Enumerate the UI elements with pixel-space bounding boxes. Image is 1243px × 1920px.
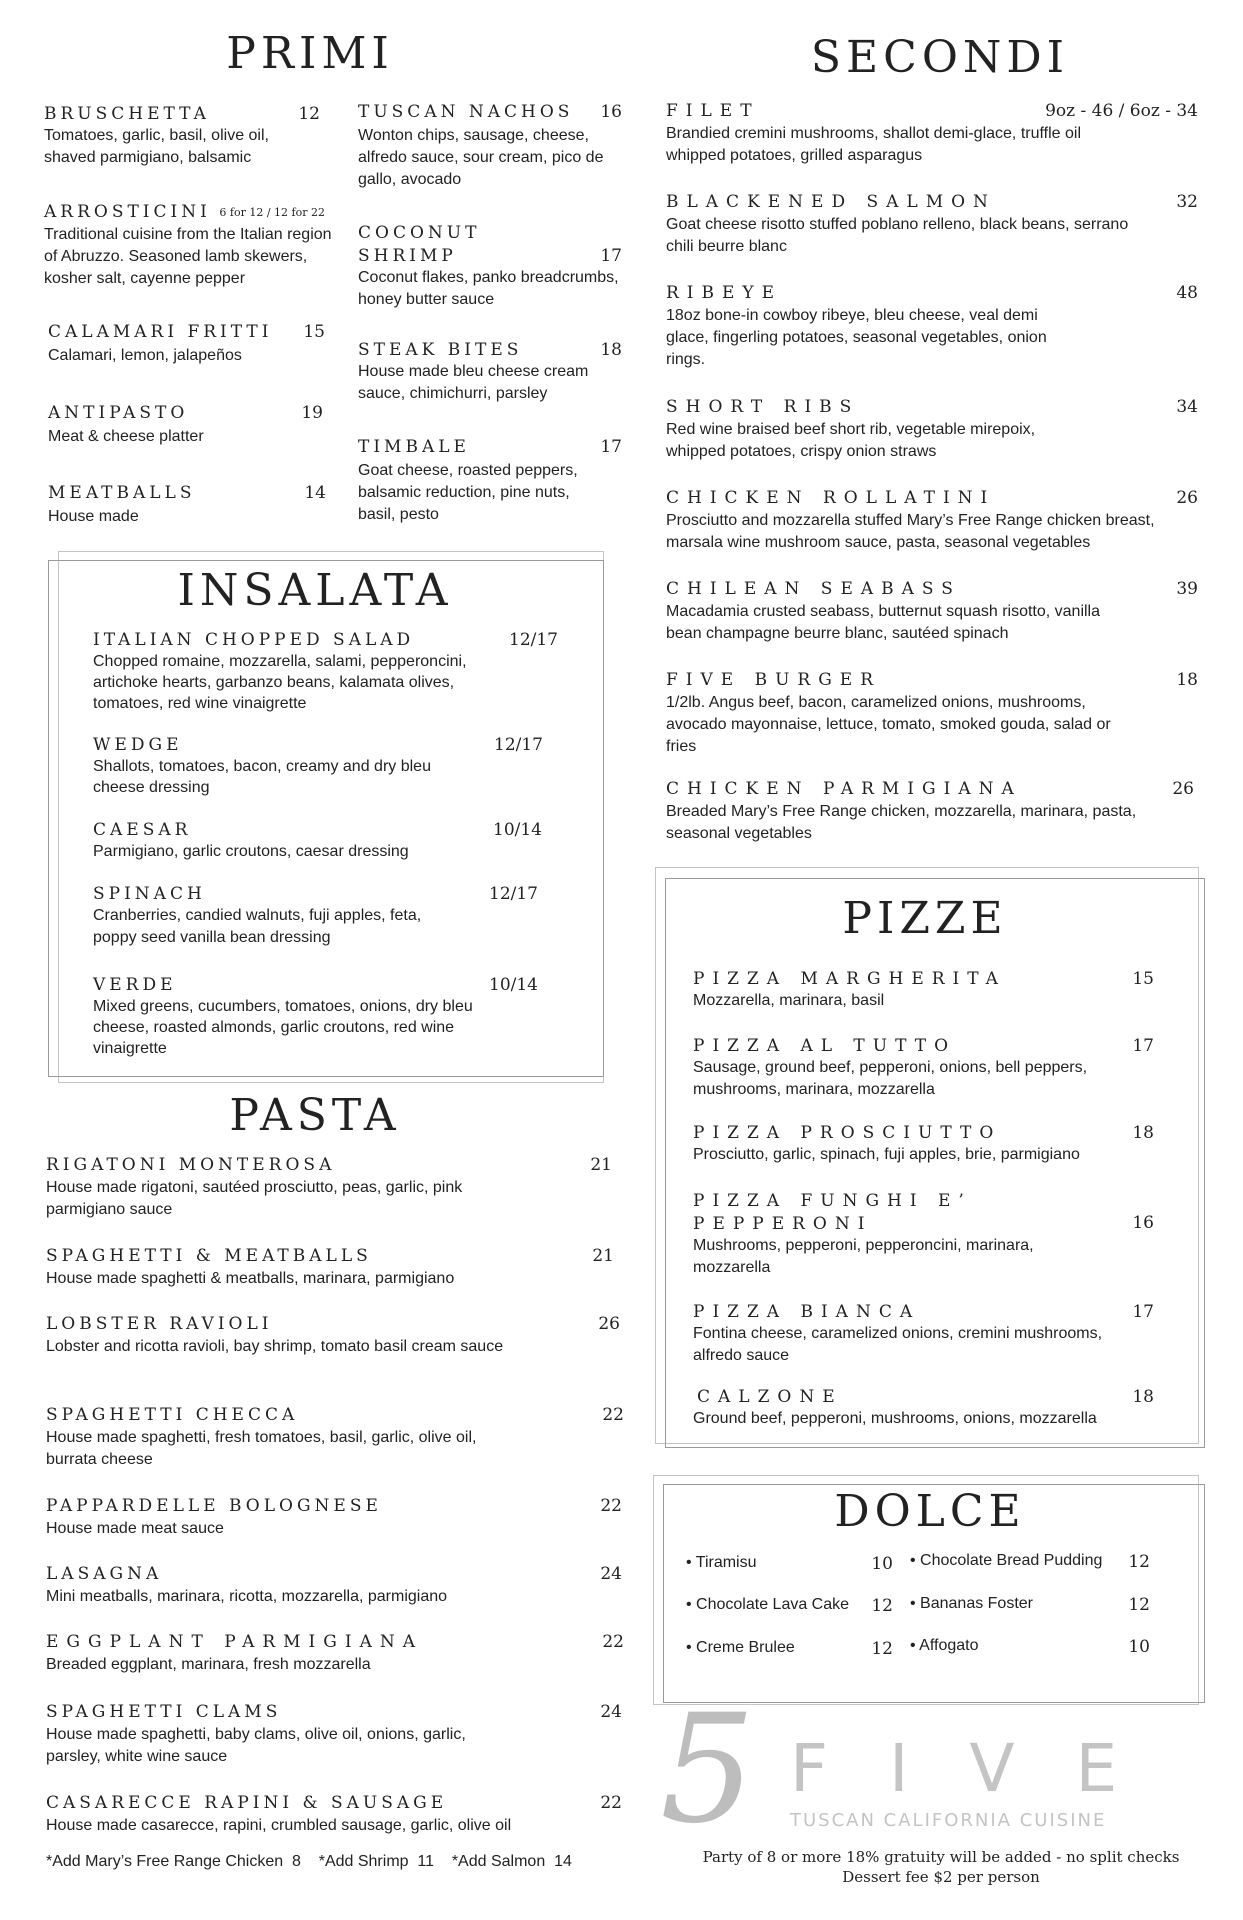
menu-item-price: 15 xyxy=(1132,969,1154,989)
brand-tagline: TUSCAN CALIFORNIA CUISINE xyxy=(790,1810,1107,1831)
menu-item-desc: Cranberries, candied walnuts, fuji apples, feta, poppy seed vanilla bean dressing xyxy=(93,907,422,946)
menu-item-name: CHICKEN PARMIGIANA xyxy=(666,779,1022,799)
menu-item-price: 19 xyxy=(301,403,323,423)
menu-item-price: 18 xyxy=(1132,1123,1154,1143)
menu-item-desc: Wonton chips, sausage, cheese, alfredo sauce, sour cream, pico de gallo, avocado xyxy=(358,127,604,188)
menu-item-desc: Mini meatballs, marinara, ricotta, mozzarella, parmigiano xyxy=(46,1588,448,1605)
menu-item-price: 26 xyxy=(1172,779,1194,799)
pasta-addons: *Add Mary’s Free Range Chicken 8 *Add Shrimp 11 *Add Salmon 14 xyxy=(46,1853,572,1870)
menu-item-price: 48 xyxy=(1176,283,1198,303)
menu-item-desc: House made spaghetti, baby clams, olive oil, onions, garlic, parsley, white wine sauce xyxy=(46,1726,466,1765)
menu-item-price: 34 xyxy=(1176,397,1198,417)
menu-item-price: 10/14 xyxy=(493,820,542,840)
menu-item-desc: Calamari, lemon, jalapeños xyxy=(48,347,242,364)
menu-item-desc: Goat cheese, roasted peppers, balsamic reduction, pine nuts, basil, pesto xyxy=(358,462,578,523)
menu-item-desc: Prosciutto, garlic, spinach, fuji apples, brie, parmigiano xyxy=(693,1146,1080,1163)
brand-numeral-logo: 5 xyxy=(660,1683,756,1857)
menu-item-price: 24 xyxy=(600,1564,622,1584)
menu-item-name: VERDE xyxy=(93,975,177,995)
menu-item-desc: House made bleu cheese cream sauce, chimichurri, parsley xyxy=(358,363,589,402)
menu-item-name: ANTIPASTO xyxy=(48,403,189,423)
dessert-price: 12 xyxy=(871,1596,893,1616)
dessert-item: • Creme Brulee xyxy=(686,1639,795,1656)
menu-item-price: 22 xyxy=(600,1793,622,1813)
menu-item-name: SPAGHETTI & MEATBALLS xyxy=(46,1246,372,1266)
dessert-item: • Tiramisu xyxy=(686,1554,757,1571)
menu-item-name: COCONUT SHRIMP xyxy=(358,223,481,266)
menu-item-price: 26 xyxy=(598,1314,620,1334)
menu-item-desc: House made meat sauce xyxy=(46,1520,224,1537)
menu-item-price: 17 xyxy=(1132,1302,1154,1322)
menu-item-price: 16 xyxy=(1132,1213,1154,1233)
menu-item-price: 22 xyxy=(602,1405,624,1425)
pasta-heading: PASTA xyxy=(229,1090,401,1141)
dessert-price: 12 xyxy=(871,1639,893,1659)
menu-item-name: FILET xyxy=(666,101,760,121)
menu-item-price: 15 xyxy=(303,322,325,342)
menu-item-name: PIZZA BIANCA xyxy=(693,1302,921,1322)
menu-item-name: CAESAR xyxy=(93,820,192,840)
menu-item-name: MEATBALLS xyxy=(48,483,196,503)
menu-item-name: FIVE BURGER xyxy=(666,670,882,690)
menu-item-desc: Mushrooms, pepperoni, pepperoncini, marinara, mozzarella xyxy=(693,1237,1034,1276)
menu-item-name: PIZZA FUNGHI E’ PEPPERONI xyxy=(693,1191,972,1234)
menu-item-name: WEDGE xyxy=(93,735,183,755)
menu-item-price: 9oz - 46 / 6oz - 34 xyxy=(1045,101,1198,121)
menu-item-price: 17 xyxy=(600,246,622,266)
menu-item-name: CALZONE xyxy=(697,1387,843,1407)
dessert-price: 12 xyxy=(1128,1552,1150,1572)
menu-item-desc: House made spaghetti & meatballs, marinara, parmigiano xyxy=(46,1270,455,1287)
menu-item-name: ITALIAN CHOPPED SALAD xyxy=(93,630,415,650)
menu-item-price: 17 xyxy=(600,437,622,457)
menu-item-name: SPAGHETTI CHECCA xyxy=(46,1405,299,1425)
menu-item-desc: 18oz bone-in cowboy ribeye, bleu cheese, veal demi glace, fingerling potatoes, seasonal vegetables, onion rings. xyxy=(666,307,1047,368)
menu-item-name: EGGPLANT PARMIGIANA xyxy=(46,1632,423,1652)
dessert-item: • Affogato xyxy=(910,1637,979,1654)
menu-item-name: PIZZA AL TUTTO xyxy=(693,1036,957,1056)
dessert-price: 10 xyxy=(1128,1637,1150,1657)
menu-item-price: 24 xyxy=(600,1702,622,1722)
menu-item-name: PAPPARDELLE BOLOGNESE xyxy=(46,1496,382,1516)
dessert-item: • Chocolate Lava Cake xyxy=(686,1596,850,1613)
menu-item-desc: Mozzarella, marinara, basil xyxy=(693,992,885,1009)
menu-item-name: SPAGHETTI CLAMS xyxy=(46,1702,282,1722)
menu-item-price: 39 xyxy=(1176,579,1198,599)
insalata-heading: INSALATA xyxy=(177,565,453,616)
menu-item-price: 22 xyxy=(602,1632,624,1652)
menu-item-name: BLACKENED SALMON xyxy=(666,192,996,212)
menu-item-name: BRUSCHETTA xyxy=(44,104,210,124)
menu-item-price: 18 xyxy=(1176,670,1198,690)
menu-item-name: STEAK BITES xyxy=(358,340,523,360)
menu-item-desc: House made rigatoni, sautéed prosciutto, peas, garlic, pink parmigiano sauce xyxy=(46,1179,463,1218)
menu-item-name: PIZZA MARGHERITA xyxy=(693,969,1006,989)
dessert-item: • Chocolate Bread Pudding xyxy=(910,1552,1103,1569)
gratuity-note: Party of 8 or more 18% gratuity will be added - no split checks xyxy=(702,1848,1180,1866)
menu-item-price: 22 xyxy=(600,1496,622,1516)
menu-item-desc: Parmigiano, garlic croutons, caesar dressing xyxy=(93,843,409,860)
menu-item-name: PIZZA PROSCIUTTO xyxy=(693,1123,1002,1143)
menu-item-name: LASAGNA xyxy=(46,1564,163,1584)
menu-item-name: CHILEAN SEABASS xyxy=(666,579,961,599)
menu-item-price: 12/17 xyxy=(494,735,543,755)
primi-heading: PRIMI xyxy=(226,28,394,79)
menu-item-price: 26 xyxy=(1176,488,1198,508)
menu-item-name: TUSCAN NACHOS xyxy=(358,102,574,122)
menu-item-name: RIGATONI MONTEROSA xyxy=(46,1155,336,1175)
menu-item-desc: Macadamia crusted seabass, butternut squash risotto, vanilla bean champagne beurre blanc, sautéed spinach xyxy=(666,603,1101,642)
dessert-item: • Bananas Foster xyxy=(910,1595,1033,1612)
dessert-price: 12 xyxy=(1128,1595,1150,1615)
menu-item-desc: Ground beef, pepperoni, mushrooms, onions, mozzarella xyxy=(693,1410,1097,1427)
menu-item-price: 12 xyxy=(298,104,320,124)
menu-item-desc: Breaded eggplant, marinara, fresh mozzarella xyxy=(46,1656,371,1673)
menu-item-desc: Tomatoes, garlic, basil, olive oil, shaved parmigiano, balsamic xyxy=(44,127,269,166)
menu-item-desc: Coconut flakes, panko breadcrumbs, honey butter sauce xyxy=(358,269,619,308)
menu-item-price: 18 xyxy=(600,340,622,360)
secondi-heading: SECONDI xyxy=(810,32,1070,83)
menu-item-name: SHORT RIBS xyxy=(666,397,860,417)
pizze-heading: PIZZE xyxy=(842,893,1008,944)
brand-wordmark: F I V E xyxy=(790,1730,1138,1807)
dessert-fee-note: Dessert fee $2 per person xyxy=(842,1868,1040,1886)
menu-item-name: ARROSTICINI xyxy=(44,202,211,222)
menu-item-name: CHICKEN ROLLATINI xyxy=(666,488,996,508)
dolce-heading: DOLCE xyxy=(834,1486,1026,1537)
menu-item-name: SPINACH xyxy=(93,884,206,904)
menu-item-desc: Lobster and ricotta ravioli, bay shrimp, tomato basil cream sauce xyxy=(46,1338,504,1355)
menu-item-desc: Shallots, tomatoes, bacon, creamy and dry bleu cheese dressing xyxy=(93,758,431,796)
menu-item-desc: House made spaghetti, fresh tomatoes, basil, garlic, olive oil, burrata cheese xyxy=(46,1429,477,1468)
menu-item-desc: House made xyxy=(48,508,139,525)
menu-item-price: 32 xyxy=(1176,192,1198,212)
menu-item-price: 12/17 xyxy=(509,630,558,650)
menu-item-price: 17 xyxy=(1132,1036,1154,1056)
menu-item-desc: Fontina cheese, caramelized onions, cremini mushrooms, alfredo sauce xyxy=(693,1325,1103,1364)
menu-item-desc: Breaded Mary’s Free Range chicken, mozzarella, marinara, pasta, seasonal vegetables xyxy=(666,803,1137,842)
menu-item-price: 16 xyxy=(600,102,622,122)
menu-item-desc: 1/2lb. Angus beef, bacon, caramelized onions, mushrooms, avocado mayonnaise, lettuce, tomato, smoked gouda, salad or fries xyxy=(666,694,1111,755)
menu-item-price: 6 for 12 / 12 for 22 xyxy=(219,206,325,219)
menu-item-desc: House made casarecce, rapini, crumbled sausage, garlic, olive oil xyxy=(46,1817,512,1834)
menu-item-price: 12/17 xyxy=(489,884,538,904)
menu-item-name: TIMBALE xyxy=(358,437,470,457)
menu-item-desc: Prosciutto and mozzarella stuffed Mary’s Free Range chicken breast, marsala wine mushroom sauce, pasta, seasonal vegetables xyxy=(666,512,1155,551)
menu-item-desc: Sausage, ground beef, pepperoni, onions, bell peppers, mushrooms, marinara, mozzarella xyxy=(693,1059,1088,1098)
menu-item-price: 21 xyxy=(592,1246,614,1266)
menu-item-desc: Meat & cheese platter xyxy=(48,428,204,445)
menu-item-desc: Chopped romaine, mozzarella, salami, pepperoncini, artichoke hearts, garbanzo beans, kalamata olives, tomatoes, red wine vinaigrette xyxy=(93,653,467,712)
menu-item-price: 10/14 xyxy=(489,975,538,995)
menu-item-desc: Traditional cuisine from the Italian region of Abruzzo. Seasoned lamb skewers, kosher salt, cayenne pepper xyxy=(44,226,332,287)
menu-item-desc: Red wine braised beef short rib, vegetable mirepoix, whipped potatoes, crispy onion straws xyxy=(666,421,1036,460)
menu-item-price: 21 xyxy=(590,1155,612,1175)
menu-item-name: CALAMARI FRITTI xyxy=(48,322,273,342)
menu-item-desc: Mixed greens, cucumbers, tomatoes, onions, dry bleu cheese, roasted almonds, garlic croutons, red wine vinaigrette xyxy=(93,998,473,1057)
menu-item-name: LOBSTER RAVIOLI xyxy=(46,1314,273,1334)
menu-item-desc: Brandied cremini mushrooms, shallot demi-glace, truffle oil whipped potatoes, grilled asparagus xyxy=(666,125,1081,164)
menu-item-desc: Goat cheese risotto stuffed poblano relleno, black beans, serrano chili beurre blanc xyxy=(666,216,1129,255)
dessert-price: 10 xyxy=(871,1554,893,1574)
menu-item-price: 14 xyxy=(304,483,326,503)
menu-item-name: CASARECCE RAPINI & SAUSAGE xyxy=(46,1793,448,1813)
menu-item-name: RIBEYE xyxy=(666,283,783,303)
menu-item-price: 18 xyxy=(1132,1387,1154,1407)
